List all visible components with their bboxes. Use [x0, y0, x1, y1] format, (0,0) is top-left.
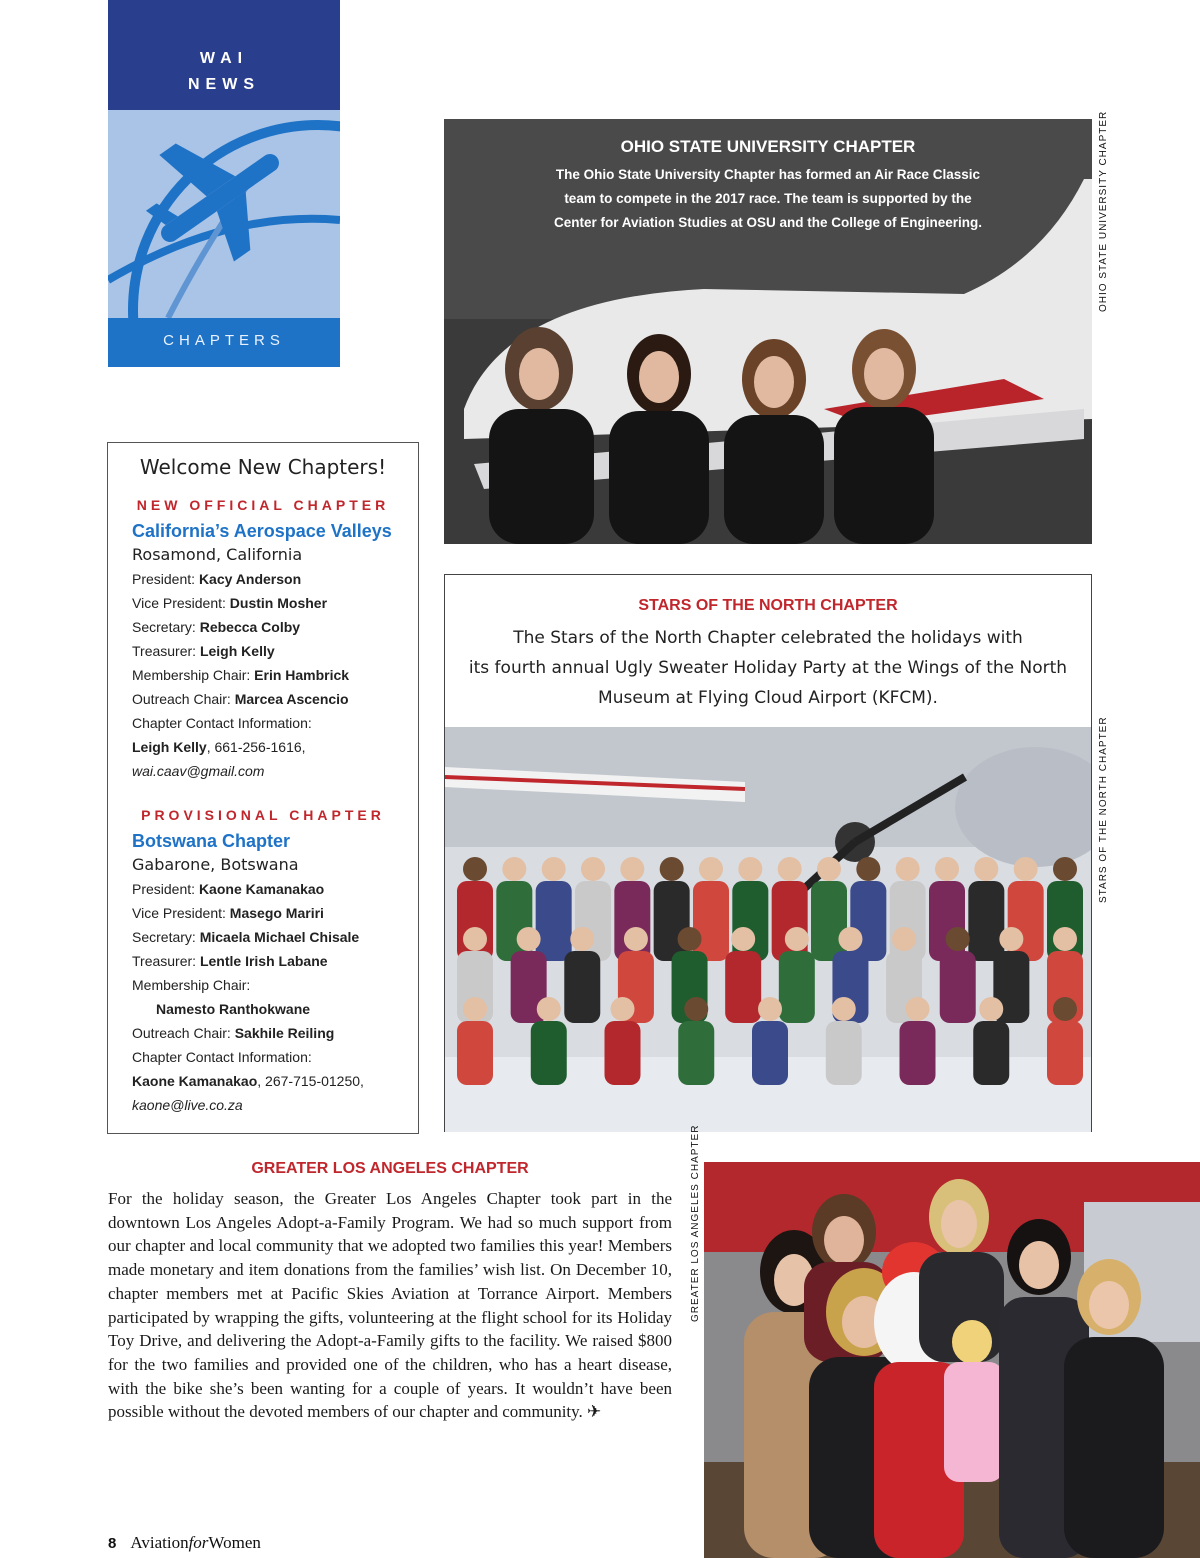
la-article-body: For the holiday season, the Greater Los Angeles Chapter took part in the downtown Los Angeles Adopt-a-Family Program. We had so much support from our chapter and local community that we adopted two families this year! Members made monetary and item donations from the families’ wish list. On December 10, chapter members met at Pacific Skies Aviation at Torrance Airport. Members participated by wrapping the gifts, volunteering at the flight school for its Holiday Toy Drive, and delivering the Adopt-a-Family gifts to the facility. We raised $800 for the two families and provided one of the children, who has a heart disease, with the bike she’s been wanting for a couple of years. It wouldn’t have been possible without the devoted members of our chapter and community. ✈: [108, 1189, 672, 1422]
provisional-contact: Kaone Kamanakao, 267-715-01250,: [132, 1073, 364, 1089]
section-badge: [108, 0, 340, 367]
airplane-end-icon: ✈: [587, 1402, 602, 1422]
official-outreach-chair: Outreach Chair: Marcea Ascencio: [132, 691, 349, 707]
stars-body-line: its fourth annual Ugly Sweater Holiday Party at the Wings of the North: [468, 658, 1068, 678]
la-article-title: GREATER LOS ANGELES CHAPTER: [251, 1160, 529, 1177]
ohio-caption-line: Center for Aviation Studies at OSU and the College of Engineering.: [553, 215, 983, 230]
ohio-caption: [444, 137, 1092, 235]
provisional-contact-email[interactable]: kaone@live.co.za: [132, 1097, 243, 1113]
badge-header: [108, 0, 340, 110]
magazine-name: AviationforWomen: [130, 1533, 261, 1552]
official-secretary: Secretary: Rebecca Colby: [132, 619, 301, 635]
provisional-chapter-name: Botswana Chapter: [132, 831, 291, 851]
page-footer: [108, 1533, 261, 1553]
stars-group-photo: [445, 727, 1091, 1132]
provisional-membership-label: Membership Chair:: [132, 977, 251, 993]
badge-footer: [108, 318, 340, 367]
provisional-president: President: Kaone Kamanakao: [132, 881, 325, 897]
official-contact: Leigh Kelly, 661-256-1616,: [132, 739, 306, 755]
official-chapter-name: California’s Aerospace Valleys: [132, 521, 392, 541]
la-chapter-photo: [704, 1162, 1200, 1558]
provisional-chapter-location: Gabarone, Botswana: [132, 855, 299, 874]
ohio-chapter-photo: [444, 119, 1092, 544]
official-membership-chair: Membership Chair: Erin Hambrick: [132, 667, 350, 683]
provisional-chapter-kicker: PROVISIONAL CHAPTER: [141, 807, 385, 823]
badge-line-2: NEWS: [188, 76, 260, 93]
airplane-globe-icon: [108, 110, 340, 318]
stars-title: STARS OF THE NORTH CHAPTER: [638, 597, 898, 614]
stars-body-line: Museum at Flying Cloud Airport (KFCM).: [598, 688, 938, 708]
page-number: 8: [108, 1535, 117, 1552]
provisional-vice-president: Vice President: Masego Mariri: [132, 905, 324, 921]
official-chapter-kicker: NEW OFFICIAL CHAPTER: [136, 497, 390, 513]
official-vice-president: Vice President: Dustin Mosher: [132, 595, 328, 611]
ohio-caption-title: OHIO STATE UNIVERSITY CHAPTER: [620, 137, 916, 156]
official-president: President: Kacy Anderson: [132, 571, 302, 587]
official-treasurer: Treasurer: Leigh Kelly: [132, 643, 275, 659]
stars-body-line: The Stars of the North Chapter celebrated the holidays with: [513, 628, 1023, 648]
stars-body: [465, 623, 1071, 713]
welcome-heading: Welcome New Chapters!: [139, 455, 387, 479]
la-photo-credit: GREATER LOS ANGELES CHAPTER: [690, 1124, 701, 1322]
stars-photo-credit: STARS OF THE NORTH CHAPTER: [1098, 716, 1109, 903]
badge-footer-label: CHAPTERS: [163, 332, 285, 349]
official-contact-email[interactable]: wai.caav@gmail.com: [132, 763, 265, 779]
official-contact-label: Chapter Contact Information:: [132, 715, 312, 731]
ohio-caption-line: team to compete in the 2017 race. The team is supported by the: [564, 191, 972, 206]
provisional-outreach-chair: Outreach Chair: Sakhile Reiling: [132, 1025, 335, 1041]
provisional-contact-label: Chapter Contact Information:: [132, 1049, 312, 1065]
provisional-membership-chair: Namesto Ranthokwane: [156, 1001, 311, 1017]
ohio-caption-line: The Ohio State University Chapter has formed an Air Race Classic: [555, 167, 981, 182]
welcome-new-chapters-box: [107, 442, 419, 1134]
ohio-photo-credit: OHIO STATE UNIVERSITY CHAPTER: [1098, 110, 1109, 312]
provisional-treasurer: Treasurer: Lentle Irish Labane: [132, 953, 328, 969]
official-chapter-location: Rosamond, California: [132, 545, 303, 564]
badge-line-1: WAI: [199, 50, 249, 67]
provisional-secretary: Secretary: Micaela Michael Chisale: [132, 929, 360, 945]
ohio-caption-body: [444, 163, 1092, 235]
stars-chapter-box: [444, 574, 1092, 1132]
